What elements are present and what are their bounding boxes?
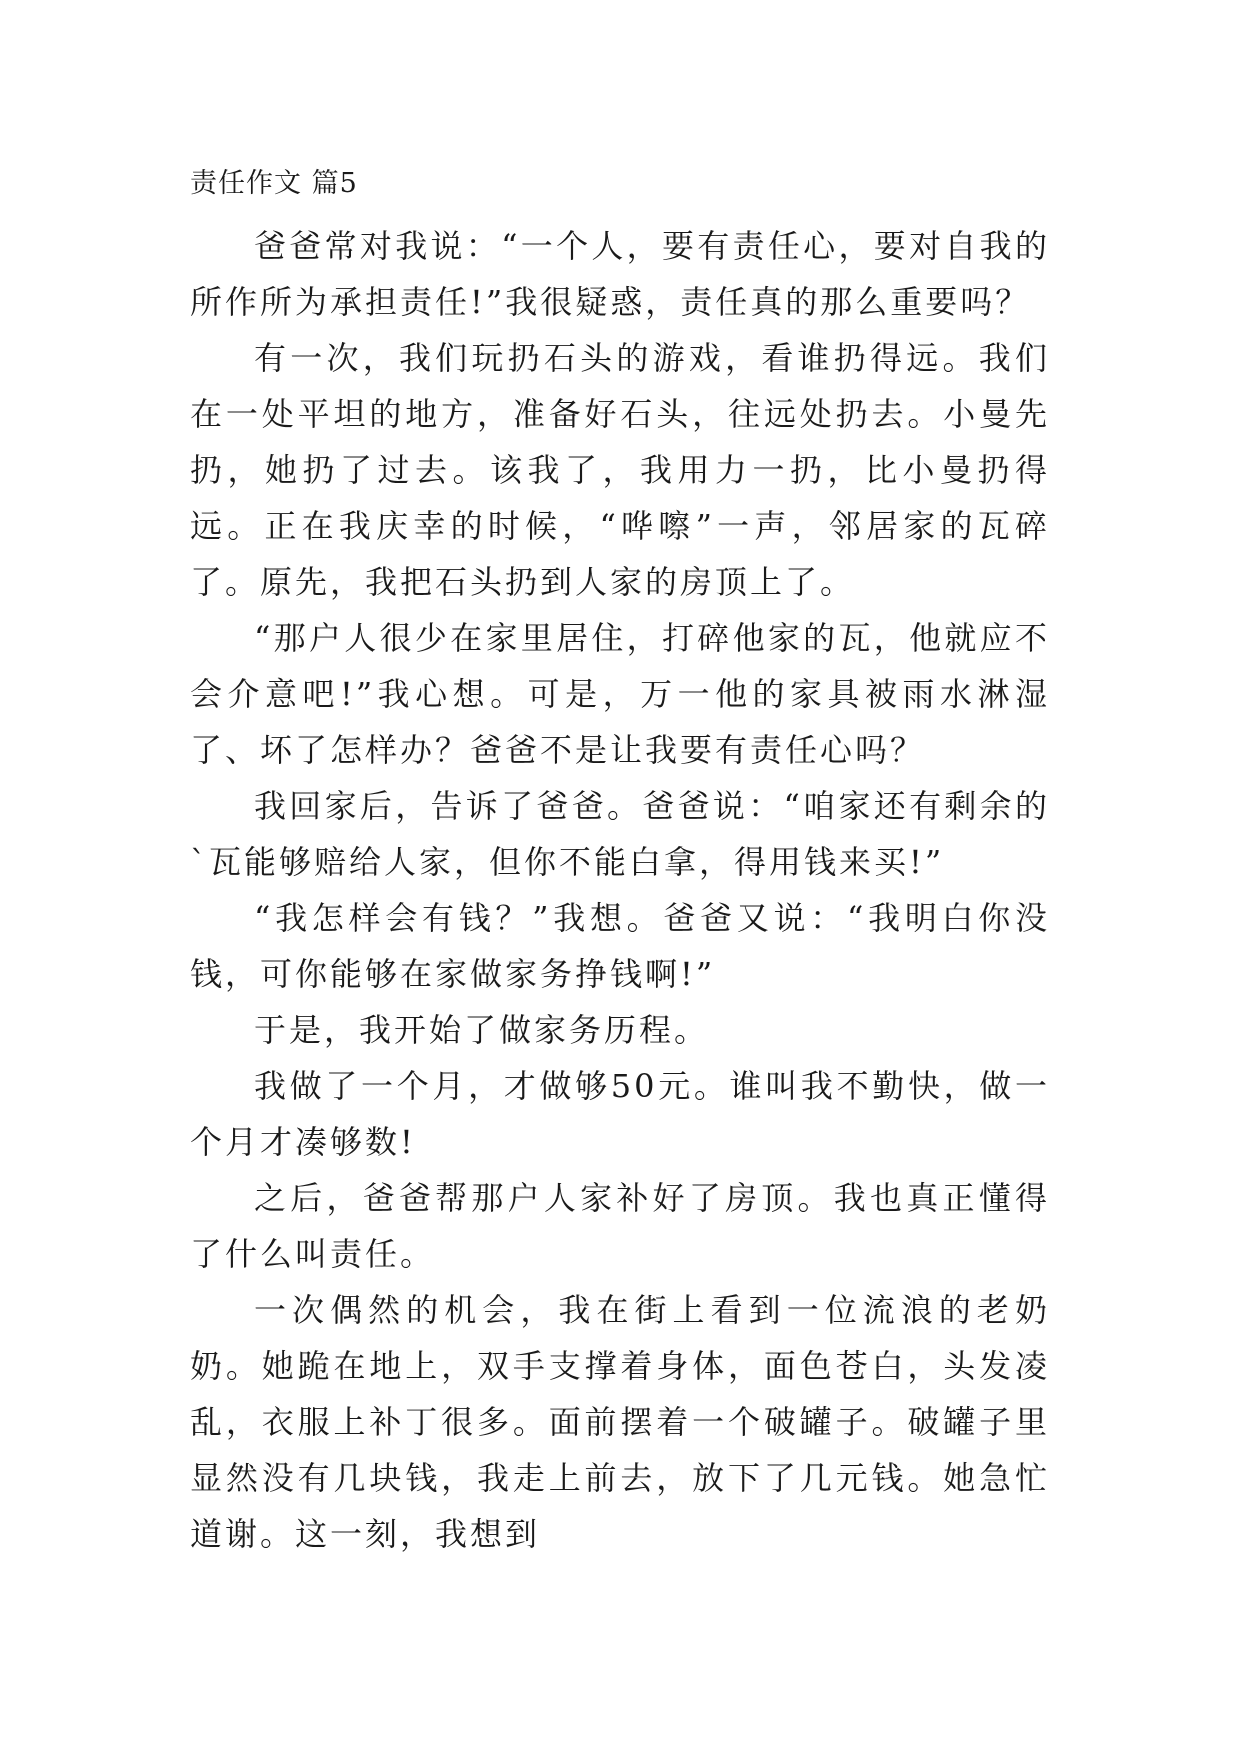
document-title: 责任作文 篇5 xyxy=(190,168,358,199)
paragraph: “那户人很少在家里居住，打碎他家的瓦，他就应不会介意吧!”我心想。可是，万一他的家具被雨水淋湿了、坏了怎样办？爸爸不是让我要有责任心吗？ xyxy=(190,619,1050,769)
paragraph: 一次偶然的机会，我在街上看到一位流浪的老奶奶。她跪在地上，双手支撑着身体，面色苍白，头发凌乱，衣服上补丁很多。面前摆着一个破罐子。破罐子里显然没有几块钱，我走上前去，放下了几元钱。她急忙道谢。这一刻，我想到 xyxy=(190,1291,1050,1553)
paragraph: 我做了一个月，才做够50元。谁叫我不勤快，做一个月才凑够数! xyxy=(190,1067,1050,1161)
paragraph: 爸爸常对我说：“一个人，要有责任心，要对自我的所作所为承担责任!”我很疑惑，责任真的那么重要吗？ xyxy=(190,227,1050,321)
document-body xyxy=(190,218,1050,1562)
paragraph: “我怎样会有钱？”我想。爸爸又说：“我明白你没钱，可你能够在家做家务挣钱啊!” xyxy=(190,899,1050,993)
paragraph: 有一次，我们玩扔石头的游戏，看谁扔得远。我们在一处平坦的地方，准备好石头，往远处扔去。小曼先扔，她扔了过去。该我了，我用力一扔，比小曼扔得远。正在我庆幸的时候，“哗嚓”一声，邻居家的瓦碎了。原先，我把石头扔到人家的房顶上了。 xyxy=(190,339,1050,601)
paragraph: 于是，我开始了做家务历程。 xyxy=(254,1011,710,1049)
paragraph: 我回家后，告诉了爸爸。爸爸说：“咱家还有剩余的`瓦能够赔给人家，但你不能白拿，得用钱来买!” xyxy=(190,787,1050,881)
paragraph: 之后，爸爸帮那户人家补好了房顶。我也真正懂得了什么叫责任。 xyxy=(190,1179,1050,1273)
